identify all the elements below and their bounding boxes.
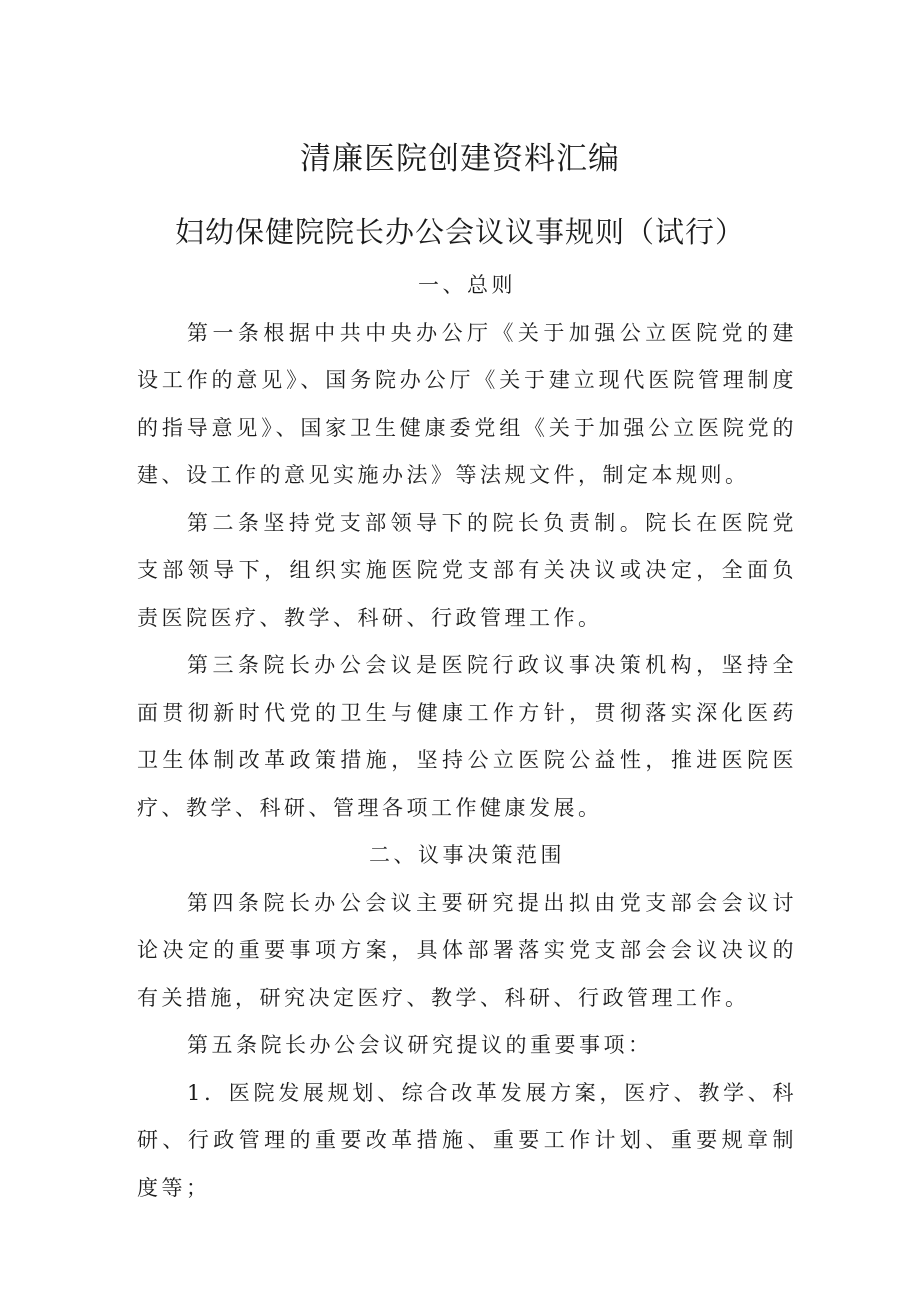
- article-3-paragraph: 第三条院长办公会议是医院行政议事决策机构，坚持全面贯彻新时代党的卫生与健康工作方针，贯彻落实深化医药卫生体制改革政策措施，坚持公立医院公益性，推进医院医疗、教学、科研、管理各项工作健康发展。: [137, 653, 797, 820]
- document-body: [137, 262, 797, 1212]
- article-2-paragraph: 第二条坚持党支部领导下的院长负责制。院长在医院党支部领导下，组织实施医院党支部有关决议或决定，全面负责医院医疗、教学、科研、行政管理工作。: [137, 510, 797, 630]
- section-heading-general: 一、总则: [418, 273, 516, 297]
- document-title: 清廉医院创建资料汇编: [300, 141, 620, 177]
- article-1-paragraph: 第一条根据中共中央办公厅《关于加强公立医院党的建设工作的意见》、国务院办公厅《关于建立现代医院管理制度的指导意见》、国家卫生健康委党组《关于加强公立医院党的建、设工作的意见实施办法》等法规文件，制定本规则。: [137, 320, 797, 487]
- section-heading-scope: 二、议事决策范围: [369, 843, 565, 867]
- document-subtitle: 妇幼保健院院长办公会议议事规则（试行）: [174, 215, 745, 249]
- item-1-paragraph: 1．医院发展规划、综合改革发展方案，医疗、教学、科研、行政管理的重要改革措施、重要工作计划、重要规章制度等；: [137, 1080, 797, 1200]
- article-4-paragraph: 第四条院长办公会议主要研究提出拟由党支部会会议讨论决定的重要事项方案，具体部署落实党支部会会议决议的有关措施，研究决定医疗、教学、科研、行政管理工作。: [137, 890, 797, 1010]
- article-5-paragraph: 第五条院长办公会议研究提议的重要事项：: [187, 1033, 653, 1057]
